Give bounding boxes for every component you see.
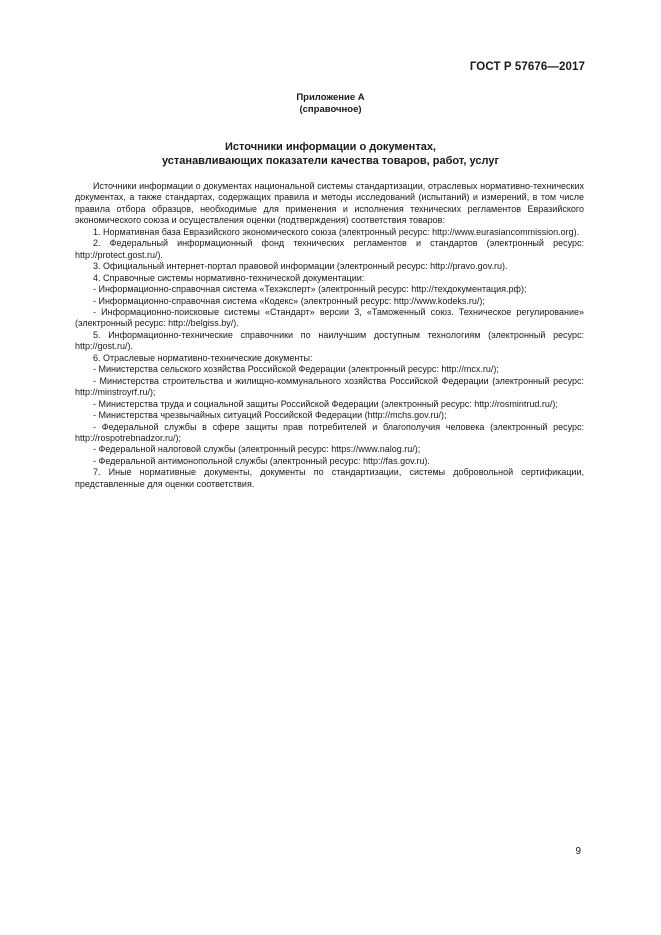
paragraph-item-6-sub-1: - Министерства сельского хозяйства Российской Федерации (электронный ресурс: http://mcx.ru/); bbox=[93, 364, 499, 375]
paragraph-item-4-sub-2: - Информационно-справочная система «Кодекс» (электронный ресурс: http://www.kodeks.ru/); bbox=[93, 295, 485, 306]
paragraph-item-4-sub-3: - Информационно-поисковые системы «Стандарт» версии 3, «Таможенный союз. Техническое регулирование» (электронный ресурс: http://belgiss.by/). bbox=[75, 306, 584, 329]
paragraph-item-6-sub-3: - Министерства труда и социальной защиты Российской Федерации (электронный ресурс: http://rosmintrud.ru/); bbox=[93, 398, 558, 409]
section-title-line-1: Источники информации о документах, bbox=[225, 141, 436, 153]
document-body bbox=[75, 181, 584, 490]
appendix-name: Приложение А bbox=[296, 92, 365, 103]
paragraph-intro: Источники информации о документах национальной системы стандартизации, отраслевых нормативно-технических документах, а также стандартах, содержащих правила и методы исследований (испытаний) и измерений, в том числе правила отбора образцов, необходимые для применения и исполнения технических регламентов Евразийского экономического союза и осуществления оценки (подтверждения) соответствия товаров: bbox=[75, 181, 584, 226]
page-number: 9 bbox=[575, 846, 581, 857]
section-title-line-2: устанавливающих показатели качества товаров, работ, услуг bbox=[161, 154, 500, 167]
appendix-heading bbox=[0, 92, 661, 116]
paragraph-item-5: 5. Информационно-технические справочники по наилучшим доступным технологиям (электронный ресурс: http://gost.ru/). bbox=[75, 329, 584, 352]
paragraph-item-6-sub-4: - Министерства чрезвычайных ситуаций Российской Федерации (http://mchs.gov.ru/); bbox=[93, 410, 447, 421]
paragraph-item-6-sub-5: - Федеральной службы в сфере защиты прав потребителей и благополучия человека (электронный ресурс: http://rospotrebnadzor.ru/); bbox=[75, 421, 584, 443]
paragraph-item-6: 6. Отраслевые нормативно-технические документы: bbox=[93, 352, 313, 363]
paragraph-item-6-sub-6: - Федеральной налоговой службы (электронный ресурс: https://www.nalog.ru/); bbox=[93, 444, 421, 455]
standard-number: ГОСТ Р 57676—2017 bbox=[469, 61, 585, 73]
paragraph-item-2: 2. Федеральный информационный фонд технических регламентов и стандартов (электронный ресурс: http://protect.gost.ru/). bbox=[75, 238, 584, 260]
paragraph-item-6-sub-2: - Министерства строительства и жилищно-коммунального хозяйства Российской Федерации (электронный ресурс: http://minstroyrf.ru/); bbox=[75, 375, 584, 398]
paragraph-item-1: 1. Нормативная база Евразийского экономического союза (электронный ресурс: http://www.eurasiancommission.org). bbox=[93, 226, 580, 237]
paragraph-item-4-sub-1: - Информационно-справочная система «Техэксперт» (электронный ресурс: http://техдокументация.рф); bbox=[93, 284, 527, 295]
section-title bbox=[0, 141, 661, 168]
paragraph-item-6-sub-7: - Федеральной антимонопольной службы (электронный ресурс: http://fas.gov.ru). bbox=[93, 455, 430, 466]
appendix-type: (справочное) bbox=[299, 104, 362, 115]
paragraph-item-3: 3. Официальный интернет-портал правовой информации (электронный ресурс: http://pravo.gov.ru). bbox=[93, 261, 508, 272]
paragraph-item-4: 4. Справочные системы нормативно-технической документации: bbox=[93, 272, 365, 283]
paragraph-item-7: 7. Иные нормативные документы, документы по стандартизации, системы добровольной сертификации, представленные для оценки соответствия. bbox=[75, 467, 584, 489]
